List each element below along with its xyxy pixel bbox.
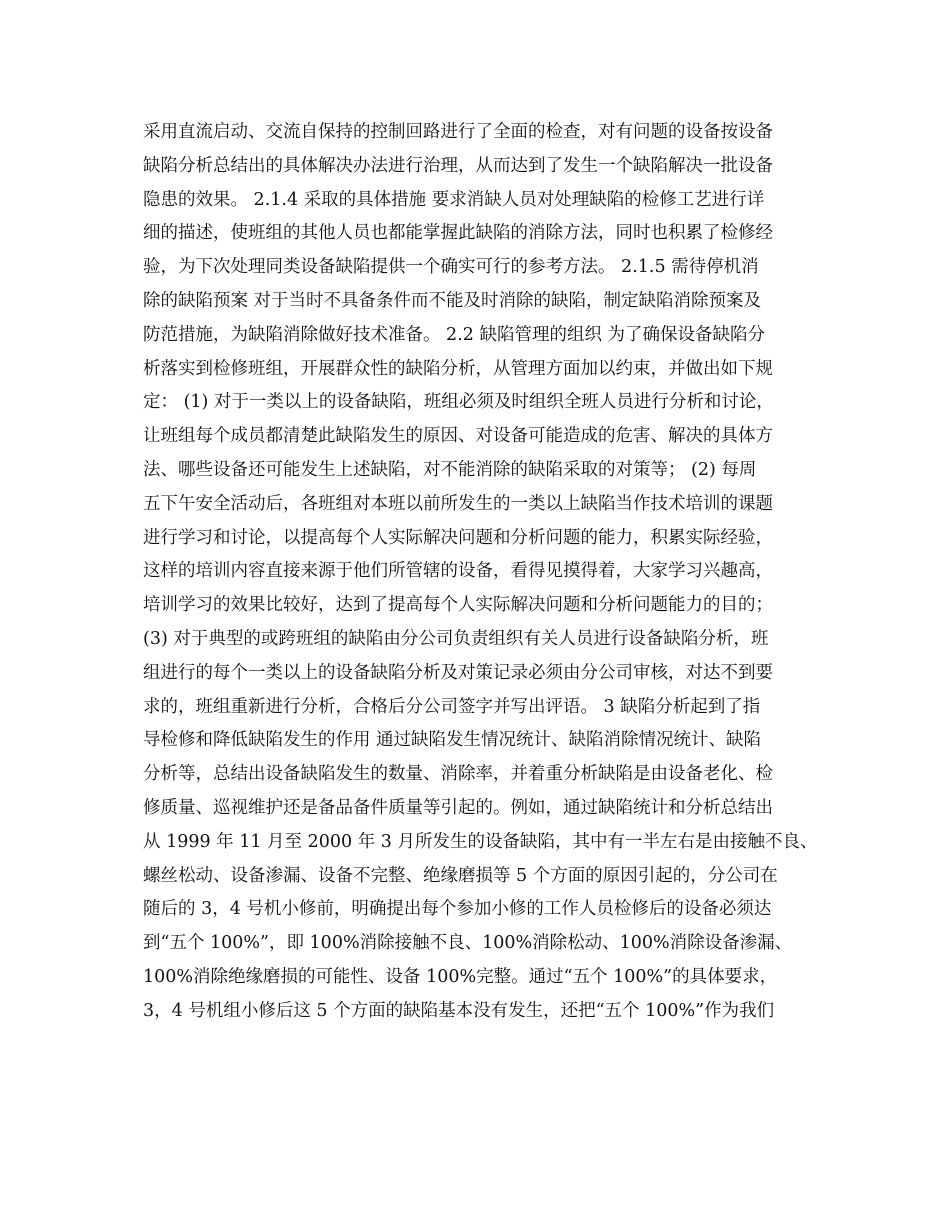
text-line: 这样的培训内容直接来源于他们所管辖的设备，看得见摸得着，大家学习兴趣高， <box>143 561 773 582</box>
text-line: 培训学习的效果比较好，达到了提高每个人实际解决问题和分析问题能力的目的； <box>143 595 773 616</box>
text-line: 随后的 3，4 号机小修前，明确提出每个参加小修的工作人员检修后的设备必须达 <box>143 899 772 920</box>
text-line: 让班组每个成员都清楚此缺陷发生的原因、对设备可能造成的危害、解决的具体方 <box>143 426 773 447</box>
text-line: 求的，班组重新进行分析，合格后分公司签字并写出评语。 3 缺陷分析起到了指 <box>143 696 761 717</box>
text-line: 细的描述，使班组的其他人员也都能掌握此缺陷的消除方法，同时也积累了检修经 <box>143 223 773 244</box>
text-line: 螺丝松动、设备渗漏、设备不完整、绝缘磨损等 5 个方面的原因引起的，分公司在 <box>143 865 778 886</box>
text-line: 从 1999 年 11 月至 2000 年 3 月所发生的设备缺陷，其中有一半左右是由接触不良、 <box>143 831 818 852</box>
text-line: 五下午安全活动后，各班组对本班以前所发生的一类以上缺陷当作技术培训的课题 <box>143 493 773 514</box>
text-line: 分析等，总结出设备缺陷发生的数量、消除率，并着重分析缺陷是由设备老化、检 <box>143 764 773 785</box>
text-line: 到“五个 100%”，即 100%消除接触不良、100%消除松动、100%消除设备渗漏、 <box>143 933 793 954</box>
text-line: (3) 对于典型的或跨班组的缺陷由分公司负责组织有关人员进行设备缺陷分析，班 <box>143 628 769 649</box>
text-line: 除的缺陷预案 对于当时不具备条件而不能及时消除的缺陷，制定缺陷消除预案及 <box>143 290 762 311</box>
text-line: 3，4 号机组小修后这 5 个方面的缺陷基本没有发生，还把“五个 100%”作为我们 <box>143 1000 775 1021</box>
text-line: 100%消除绝缘磨损的可能性、设备 100%完整。通过“五个 100%”的具体要求， <box>143 966 778 987</box>
text-line: 导检修和降低缺陷发生的作用 通过缺陷发生情况统计、缺陷消除情况统计、缺陷 <box>143 730 762 751</box>
text-line: 防范措施，为缺陷消除做好技术准备。 2.2 缺陷管理的组织 为了确保设备缺陷分 <box>143 324 766 345</box>
text-line: 进行学习和讨论，以提高每个人实际解决问题和分析问题的能力，积累实际经验， <box>143 527 773 548</box>
text-line: 验，为下次处理同类设备缺陷提供一个确实可行的参考方法。 2.1.5 需待停机消 <box>143 257 759 278</box>
text-line: 法、哪些设备还可能发生上述缺陷，对不能消除的缺陷采取的对策等； (2) 每周 <box>143 459 757 480</box>
text-line: 组进行的每个一类以上的设备缺陷分析及对策记录必须由分公司审核，对达不到要 <box>143 662 773 683</box>
text-line: 采用直流启动、交流自保持的控制回路进行了全面的检查，对有问题的设备按设备 <box>143 122 773 142</box>
text-line: 缺陷分析总结出的具体解决办法进行治理，从而达到了发生一个缺陷解决一批设备 <box>143 155 773 176</box>
text-line: 隐患的效果。 2.1.4 采取的具体措施 要求消缺人员对处理缺陷的检修工艺进行详 <box>143 189 765 210</box>
body-text <box>143 116 843 1029</box>
text-line: 修质量、巡视维护还是备品备件质量等引起的。例如，通过缺陷统计和分析总结出 <box>143 797 773 818</box>
text-line: 定： (1) 对于一类以上的设备缺陷，班组必须及时组织全班人员进行分析和讨论， <box>143 392 774 413</box>
text-line: 析落实到检修班组，开展群众性的缺陷分析，从管理方面加以约束，并做出如下规 <box>143 358 773 379</box>
